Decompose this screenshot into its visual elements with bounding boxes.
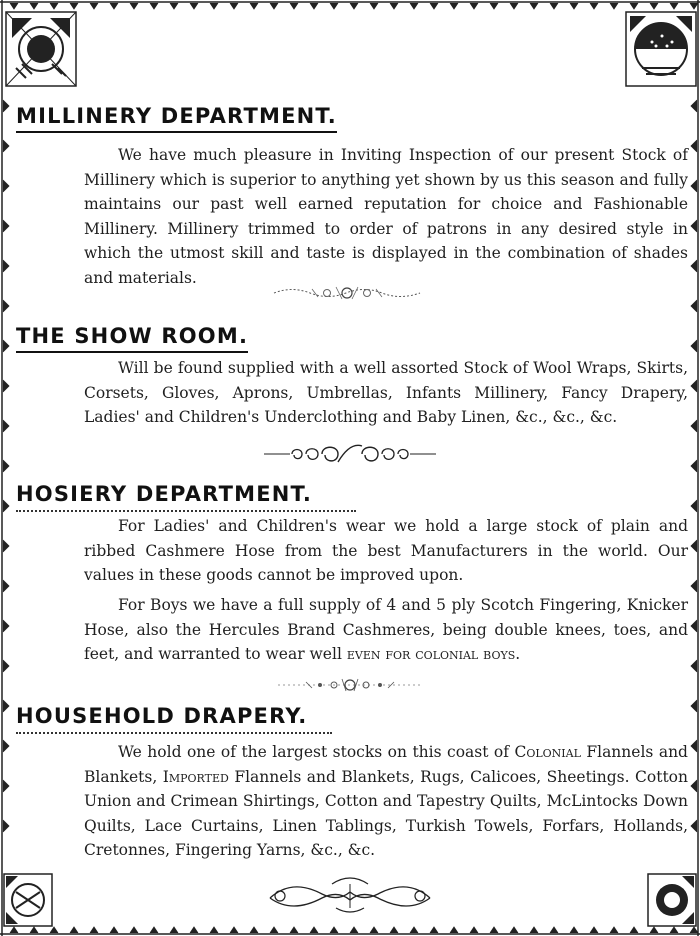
heading-rule xyxy=(16,508,356,512)
floral-divider-icon xyxy=(272,284,422,302)
bottom-border-ornament xyxy=(0,926,700,936)
flourish-divider-icon xyxy=(262,874,438,916)
corner-ornament-icon xyxy=(2,8,80,90)
household-drapery-heading: HOUSEHOLD DRAPERY. xyxy=(16,704,308,728)
hosiery-paragraph-1: For Ladies' and Children's wear we hold a large stock of plain and ribbed Cashmere Hose from the best Manufacturers in the world. Our values in these goods cannot be improved upon. xyxy=(84,517,688,584)
show-room-heading: THE SHOW ROOM. xyxy=(16,324,248,353)
corner-ornament-icon xyxy=(622,8,700,90)
top-border-ornament xyxy=(0,0,700,10)
scroll-divider-icon xyxy=(262,440,438,468)
millinery-paragraph: We have much pleasure in Inviting Inspection of our present Stock of Millinery which is superior to anything yet shown by us this season and fully maintains our past well earned reputation for choice and Fashionable Millinery. Millinery trimmed to order of patrons in any desired style in which the utmost skill and taste is displayed in the combination of shades and materials. xyxy=(84,146,688,287)
millinery-heading: MILLINERY DEPARTMENT. xyxy=(16,104,337,133)
right-border-ornament xyxy=(690,0,700,936)
corner-ornament-icon xyxy=(644,870,700,930)
household-drapery-paragraph: We hold one of the largest stocks on this coast of Colonial Flannels and Blankets, Imported Flannels and Blankets, Rugs, Calicoes, Sheetings. Cotton Union and Crimean Shirtings, Cotton and Tapestry Quilts, McLintocks Down Quilts, Lace Curtains, Linen Tablings, Turkish Towels, Forfars, Hollands, Cretonnes, Fingering Yarns, &c., &c. xyxy=(84,743,688,859)
corner-ornament-icon xyxy=(0,870,56,930)
hosiery-heading: HOSIERY DEPARTMENT. xyxy=(16,482,313,506)
heading-rule xyxy=(16,730,332,734)
hosiery-paragraph-2: For Boys we have a full supply of 4 and 5 ply Scotch Fingering, Knicker Hose, also the Hercules Brand Cashmeres, being double knees, toes, and feet, and warranted to wear well even for colonial boys. xyxy=(84,596,688,663)
show-room-paragraph: Will be found supplied with a well assorted Stock of Wool Wraps, Skirts, Corsets, Gloves, Aprons, Umbrellas, Infants Millinery, Fancy Drapery, Ladies' and Children's Underclothing and Baby Linen, &c., &c., &c. xyxy=(84,359,688,426)
left-border-ornament xyxy=(0,0,10,936)
floral-divider-icon xyxy=(276,676,424,694)
